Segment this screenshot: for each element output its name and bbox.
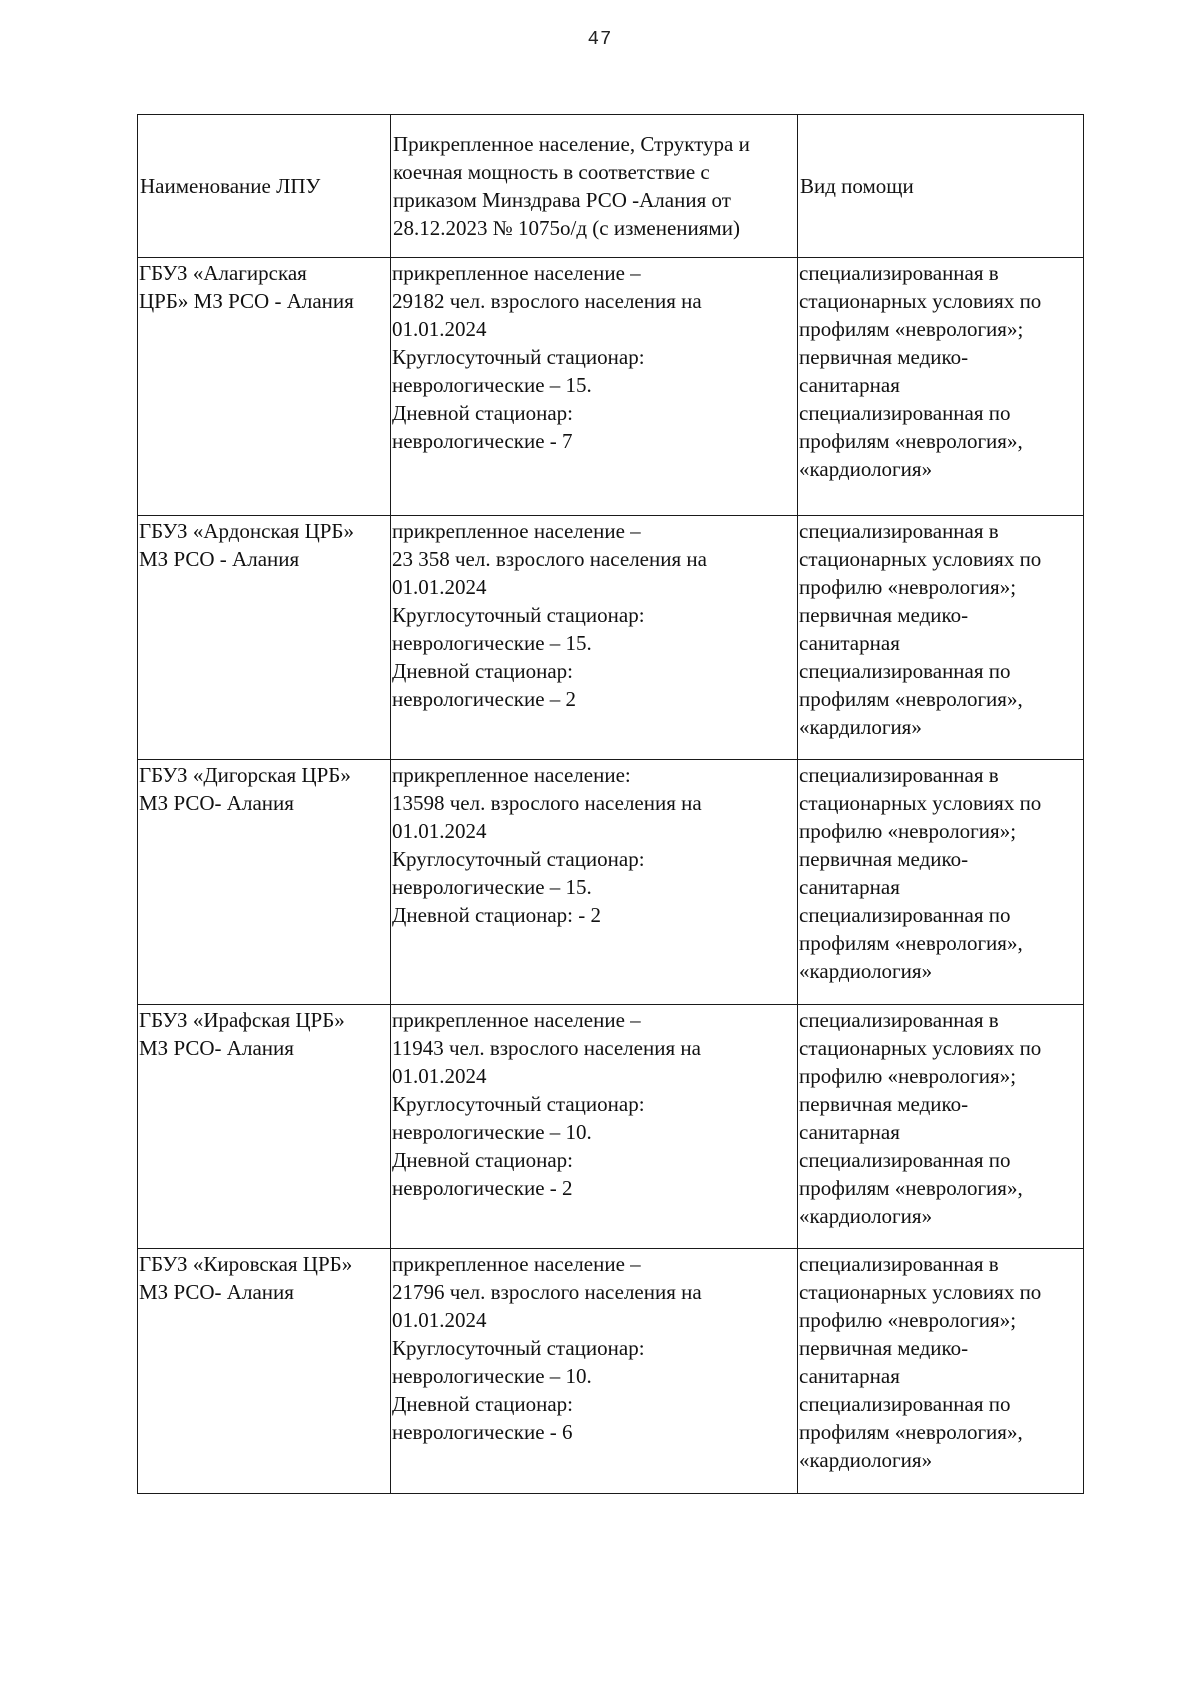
cell-text-line: стационарных условиях по	[799, 1036, 1042, 1060]
cell-aid-type	[798, 1005, 1084, 1249]
header-aid-type: Вид помощи	[798, 115, 1084, 258]
cell-text-line: ГБУЗ «Алагирская	[139, 261, 307, 285]
cell-text-line: прикрепленное население:	[392, 763, 631, 787]
cell-text-line: первичная медико-	[799, 847, 969, 871]
cell-text-line: 13598 чел. взрослого населения на	[392, 791, 702, 815]
cell-text-line: 01.01.2024	[392, 575, 487, 599]
table-header-row	[138, 115, 1084, 258]
cell-aid-type	[798, 516, 1084, 760]
cell-text-line: неврологические – 15.	[392, 373, 592, 397]
cell-text-line: специализированная в	[799, 1252, 999, 1276]
cell-text-line: «кардиология»	[799, 959, 933, 983]
header-population: Прикрепленное население, Структура и коечная мощность в соответствие с приказом Минздрава РСО -Алания от 28.12.2023 № 1075о/д (с изменениями)	[391, 115, 798, 258]
cell-text-line: профилю «неврология»;	[799, 575, 1017, 599]
cell-text-line: неврологические – 10.	[392, 1364, 592, 1388]
cell-text-line: санитарная	[799, 373, 900, 397]
cell-text-line: ГБУЗ «Ирафская ЦРБ»	[139, 1008, 345, 1032]
cell-text-line: МЗ РСО- Алания	[139, 1036, 294, 1060]
table-body	[138, 258, 1084, 1494]
cell-text-line: стационарных условиях по	[799, 547, 1042, 571]
table-row	[138, 1249, 1084, 1494]
cell-text-line: профилям «неврология»;	[799, 317, 1024, 341]
cell-population	[391, 516, 798, 760]
cell-text-line: 01.01.2024	[392, 317, 487, 341]
cell-lpu-name	[138, 516, 391, 760]
cell-text-line: Круглосуточный стационар:	[392, 345, 645, 369]
cell-text-line: ЦРБ» МЗ РСО - Алания	[139, 289, 354, 313]
cell-text-line: специализированная в	[799, 1008, 999, 1032]
cell-text-line: 01.01.2024	[392, 1064, 487, 1088]
cell-text-line: «кардиология»	[799, 457, 933, 481]
page-number: 47	[587, 28, 613, 50]
cell-text-line: специализированная по	[799, 903, 1011, 927]
cell-text-line: санитарная	[799, 1120, 900, 1144]
cell-text-line: прикрепленное население –	[392, 261, 641, 285]
cell-lpu-name	[138, 1249, 391, 1494]
cell-text-line: санитарная	[799, 875, 900, 899]
cell-text-line: прикрепленное население –	[392, 1252, 641, 1276]
cell-text-line: 21796 чел. взрослого населения на	[392, 1280, 702, 1304]
cell-lpu-name	[138, 760, 391, 1005]
cell-text-line: прикрепленное население –	[392, 1008, 641, 1032]
table-row	[138, 258, 1084, 516]
cell-text-line: неврологические - 7	[392, 429, 573, 453]
cell-aid-type	[798, 258, 1084, 516]
cell-text-line: специализированная по	[799, 659, 1011, 683]
cell-text-line: профилям «неврология»,	[799, 687, 1023, 711]
cell-text-line: профилям «неврология»,	[799, 931, 1023, 955]
cell-population	[391, 258, 798, 516]
cell-population	[391, 760, 798, 1005]
cell-text-line: ГБУЗ «Дигорская ЦРБ»	[139, 763, 351, 787]
header-name: Наименование ЛПУ	[138, 115, 391, 258]
cell-text-line: профилям «неврология»,	[799, 1420, 1023, 1444]
cell-text-line: МЗ РСО - Алания	[139, 547, 300, 571]
cell-text-line: специализированная в	[799, 763, 999, 787]
cell-text-line: первичная медико-	[799, 1336, 969, 1360]
cell-text-line: специализированная в	[799, 519, 999, 543]
cell-text-line: Круглосуточный стационар:	[392, 847, 645, 871]
cell-text-line: ГБУЗ «Ардонская ЦРБ»	[139, 519, 354, 543]
cell-text-line: неврологические - 2	[392, 1176, 573, 1200]
cell-text-line: Круглосуточный стационар:	[392, 1092, 645, 1116]
cell-text-line: неврологические – 15.	[392, 631, 592, 655]
cell-text-line: специализированная по	[799, 1148, 1011, 1172]
cell-text-line: неврологические – 15.	[392, 875, 592, 899]
cell-text-line: «кардиология»	[799, 1204, 933, 1228]
cell-text-line: Дневной стационар:	[392, 1392, 573, 1416]
cell-text-line: Круглосуточный стационар:	[392, 603, 645, 627]
cell-text-line: специализированная по	[799, 1392, 1011, 1416]
cell-text-line: 23 358 чел. взрослого населения на	[392, 547, 707, 571]
cell-aid-type	[798, 760, 1084, 1005]
cell-text-line: «кардиология»	[799, 1448, 933, 1472]
cell-text-line: 01.01.2024	[392, 1308, 487, 1332]
cell-text-line: «кардилогия»	[799, 715, 922, 739]
cell-text-line: ГБУЗ «Кировская ЦРБ»	[139, 1252, 353, 1276]
cell-text-line: Дневной стационар:	[392, 1148, 573, 1172]
cell-text-line: санитарная	[799, 1364, 900, 1388]
table-row	[138, 516, 1084, 760]
cell-text-line: Дневной стационар:	[392, 659, 573, 683]
cell-text-line: неврологические - 6	[392, 1420, 573, 1444]
cell-text-line: Круглосуточный стационар:	[392, 1336, 645, 1360]
cell-aid-type	[798, 1249, 1084, 1494]
cell-text-line: неврологические – 10.	[392, 1120, 592, 1144]
cell-text-line: МЗ РСО- Алания	[139, 1280, 294, 1304]
cell-text-line: стационарных условиях по	[799, 791, 1042, 815]
cell-text-line: первичная медико-	[799, 1092, 969, 1116]
lpu-table	[137, 114, 1084, 1494]
cell-text-line: первичная медико-	[799, 345, 969, 369]
cell-lpu-name	[138, 1005, 391, 1249]
table-row	[138, 1005, 1084, 1249]
cell-text-line: стационарных условиях по	[799, 1280, 1042, 1304]
cell-text-line: прикрепленное население –	[392, 519, 641, 543]
cell-population	[391, 1249, 798, 1494]
cell-text-line: 11943 чел. взрослого населения на	[392, 1036, 701, 1060]
cell-text-line: профилю «неврология»;	[799, 1064, 1017, 1088]
cell-text-line: профилям «неврология»,	[799, 429, 1023, 453]
cell-text-line: первичная медико-	[799, 603, 969, 627]
cell-text-line: Дневной стационар: - 2	[392, 903, 601, 927]
cell-lpu-name	[138, 258, 391, 516]
cell-text-line: МЗ РСО- Алания	[139, 791, 294, 815]
cell-text-line: Дневной стационар:	[392, 401, 573, 425]
cell-text-line: санитарная	[799, 631, 900, 655]
cell-population	[391, 1005, 798, 1249]
table-row	[138, 760, 1084, 1005]
cell-text-line: 29182 чел. взрослого населения на	[392, 289, 702, 313]
cell-text-line: профилям «неврология»,	[799, 1176, 1023, 1200]
cell-text-line: специализированная в	[799, 261, 999, 285]
cell-text-line: профилю «неврология»;	[799, 819, 1017, 843]
cell-text-line: 01.01.2024	[392, 819, 487, 843]
cell-text-line: стационарных условиях по	[799, 289, 1042, 313]
cell-text-line: профилю «неврология»;	[799, 1308, 1017, 1332]
cell-text-line: специализированная по	[799, 401, 1011, 425]
cell-text-line: неврологические – 2	[392, 687, 577, 711]
